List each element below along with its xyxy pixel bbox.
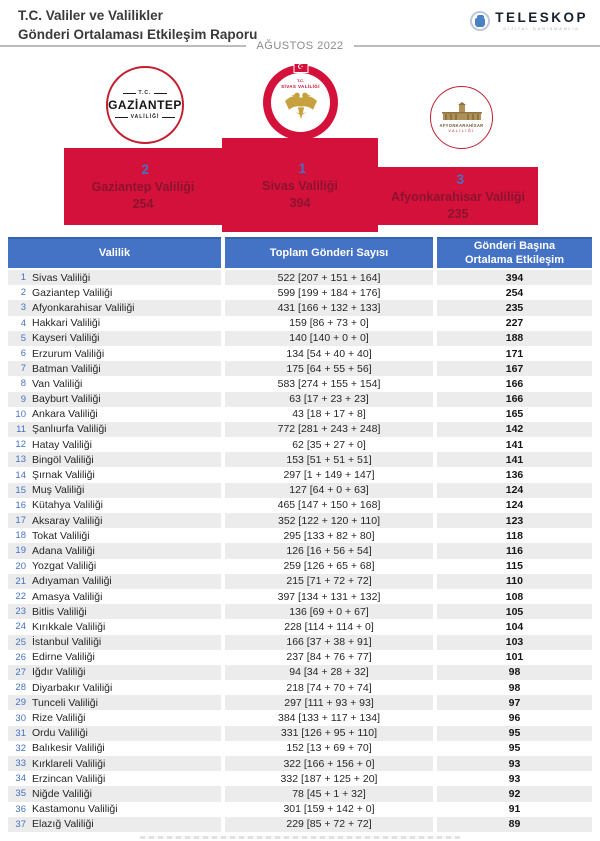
divider-line-left xyxy=(0,45,246,47)
row-ortalama-etkilesim: 101 xyxy=(437,650,592,665)
valilik-cell xyxy=(8,756,221,771)
valilik-cell xyxy=(8,498,221,513)
podium-second-place xyxy=(64,148,222,225)
row-valilik-name: Hakkari Valiliği xyxy=(32,317,101,330)
row-valilik-name: Gaziantep Valiliği xyxy=(32,286,113,299)
row-rank: 3 xyxy=(20,302,26,314)
row-rank: 17 xyxy=(15,515,26,527)
row-rank: 33 xyxy=(15,758,26,770)
afyon-seal-name: AFYONKARAHİSAR xyxy=(439,123,484,128)
row-rank: 25 xyxy=(15,636,26,648)
row-ortalama-etkilesim: 95 xyxy=(437,726,592,741)
podium-third-name: Afyonkarahisar Valiliği xyxy=(390,189,526,204)
row-ortalama-etkilesim: 98 xyxy=(437,665,592,680)
row-valilik-name: Balıkesir Valiliği xyxy=(32,742,105,755)
row-rank: 21 xyxy=(15,575,26,587)
table-row xyxy=(8,741,592,756)
ranking-table xyxy=(8,237,592,832)
row-rank: 15 xyxy=(15,484,26,496)
valilik-cell xyxy=(8,316,221,331)
row-rank: 12 xyxy=(15,439,26,451)
row-ortalama-etkilesim: 110 xyxy=(437,574,592,589)
valilik-cell xyxy=(8,528,221,543)
table-row xyxy=(8,574,592,589)
table-row xyxy=(8,300,592,315)
row-valilik-name: Hatay Valiliği xyxy=(32,438,92,451)
row-valilik-name: Kırıkkale Valiliği xyxy=(32,620,106,633)
row-ortalama-etkilesim: 108 xyxy=(437,589,592,604)
brand-name: TELESKOP xyxy=(495,10,588,25)
row-ortalama-etkilesim: 142 xyxy=(437,422,592,437)
row-valilik-name: Van Valiliği xyxy=(32,377,83,390)
row-valilik-name: Iğdır Valiliği xyxy=(32,666,86,679)
row-toplam-gonderi: 140 [140 + 0 + 0] xyxy=(225,331,433,346)
row-ortalama-etkilesim: 89 xyxy=(437,817,592,832)
row-rank: 35 xyxy=(15,788,26,800)
row-ortalama-etkilesim: 141 xyxy=(437,437,592,452)
row-rank: 20 xyxy=(15,560,26,572)
podium-second-rank: 2 xyxy=(141,162,149,177)
row-rank: 19 xyxy=(15,545,26,557)
row-valilik-name: Muş Valiliği xyxy=(32,484,85,497)
row-valilik-name: Amasya Valiliği xyxy=(32,590,103,603)
sivas-valiligi-seal-icon xyxy=(263,65,338,140)
valilik-cell xyxy=(8,361,221,376)
row-toplam-gonderi: 228 [114 + 114 + 0] xyxy=(225,619,433,634)
row-ortalama-etkilesim: 93 xyxy=(437,771,592,786)
row-ortalama-etkilesim: 141 xyxy=(437,452,592,467)
row-rank: 29 xyxy=(15,697,26,709)
table-row xyxy=(8,316,592,331)
row-ortalama-etkilesim: 105 xyxy=(437,604,592,619)
table-body xyxy=(8,270,592,832)
row-toplam-gonderi: 332 [187 + 125 + 20] xyxy=(225,771,433,786)
sivas-seal-name: SİVAS VALİLİĞİ xyxy=(281,84,320,89)
row-toplam-gonderi: 397 [134 + 131 + 132] xyxy=(225,589,433,604)
row-valilik-name: Adana Valiliği xyxy=(32,544,95,557)
valilik-cell xyxy=(8,376,221,391)
row-ortalama-etkilesim: 188 xyxy=(437,331,592,346)
teleskop-logo xyxy=(470,10,588,31)
row-ortalama-etkilesim: 235 xyxy=(437,300,592,315)
row-rank: 13 xyxy=(15,454,26,466)
row-rank: 37 xyxy=(15,818,26,830)
row-toplam-gonderi: 522 [207 + 151 + 164] xyxy=(225,270,433,285)
row-ortalama-etkilesim: 118 xyxy=(437,528,592,543)
podium-first-place xyxy=(222,138,378,232)
row-rank: 27 xyxy=(15,666,26,678)
table-row xyxy=(8,437,592,452)
valilik-cell xyxy=(8,559,221,574)
row-toplam-gonderi: 153 [51 + 51 + 51] xyxy=(225,452,433,467)
row-rank: 5 xyxy=(20,332,26,344)
table-row xyxy=(8,513,592,528)
row-rank: 22 xyxy=(15,591,26,603)
valilik-cell xyxy=(8,437,221,452)
row-rank: 10 xyxy=(15,408,26,420)
row-ortalama-etkilesim: 96 xyxy=(437,710,592,725)
table-row xyxy=(8,771,592,786)
valilik-cell xyxy=(8,680,221,695)
row-rank: 28 xyxy=(15,682,26,694)
row-rank: 7 xyxy=(20,363,26,375)
valilik-cell xyxy=(8,543,221,558)
valilik-cell xyxy=(8,422,221,437)
row-toplam-gonderi: 297 [1 + 149 + 147] xyxy=(225,467,433,482)
row-toplam-gonderi: 136 [69 + 0 + 67] xyxy=(225,604,433,619)
row-rank: 32 xyxy=(15,742,26,754)
row-ortalama-etkilesim: 167 xyxy=(437,361,592,376)
row-ortalama-etkilesim: 123 xyxy=(437,513,592,528)
row-toplam-gonderi: 465 [147 + 150 + 168] xyxy=(225,498,433,513)
row-toplam-gonderi: 431 [166 + 132 + 133] xyxy=(225,300,433,315)
row-valilik-name: Yozgat Valiliği xyxy=(32,560,97,573)
double-headed-eagle-icon xyxy=(281,89,321,121)
row-ortalama-etkilesim: 115 xyxy=(437,559,592,574)
sivas-seal-tc: T.C. xyxy=(296,78,305,83)
valilik-cell xyxy=(8,650,221,665)
column-header-toplam-gonderi: Toplam Gönderi Sayısı xyxy=(225,237,433,268)
column-header-valilik: Valilik xyxy=(8,237,221,268)
table-row xyxy=(8,528,592,543)
valilik-cell xyxy=(8,513,221,528)
row-ortalama-etkilesim: 97 xyxy=(437,695,592,710)
row-rank: 18 xyxy=(15,530,26,542)
podium-second-value: 254 xyxy=(132,197,154,211)
row-valilik-name: Edirne Valiliği xyxy=(32,651,95,664)
row-ortalama-etkilesim: 116 xyxy=(437,543,592,558)
table-row xyxy=(8,467,592,482)
table-row xyxy=(8,635,592,650)
row-valilik-name: Niğde Valiliği xyxy=(32,787,92,800)
table-row xyxy=(8,392,592,407)
row-valilik-name: Adıyaman Valiliği xyxy=(32,575,112,588)
row-valilik-name: Bitlis Valiliği xyxy=(32,605,87,618)
valilik-cell xyxy=(8,270,221,285)
table-row xyxy=(8,695,592,710)
row-ortalama-etkilesim: 227 xyxy=(437,316,592,331)
row-toplam-gonderi: 166 [37 + 38 + 91] xyxy=(225,635,433,650)
valilik-cell xyxy=(8,467,221,482)
podium-third-rank: 3 xyxy=(456,171,464,187)
podium-third-value: 235 xyxy=(447,206,469,221)
gaziantep-seal-tc: T.C. xyxy=(138,90,152,96)
row-ortalama-etkilesim: 103 xyxy=(437,635,592,650)
table-row xyxy=(8,786,592,801)
row-valilik-name: Bayburt Valiliği xyxy=(32,393,101,406)
row-rank: 31 xyxy=(15,727,26,739)
row-ortalama-etkilesim: 124 xyxy=(437,498,592,513)
row-ortalama-etkilesim: 136 xyxy=(437,467,592,482)
row-toplam-gonderi: 772 [281 + 243 + 248] xyxy=(225,422,433,437)
valilik-cell xyxy=(8,695,221,710)
valilik-cell xyxy=(8,710,221,725)
government-building-icon xyxy=(441,102,483,122)
row-toplam-gonderi: 384 [133 + 117 + 134] xyxy=(225,710,433,725)
row-valilik-name: Afyonkarahisar Valiliği xyxy=(32,301,135,314)
row-valilik-name: Erzurum Valiliği xyxy=(32,347,105,360)
row-toplam-gonderi: 62 [35 + 27 + 0] xyxy=(225,437,433,452)
row-valilik-name: Kütahya Valiliği xyxy=(32,499,104,512)
table-row xyxy=(8,710,592,725)
row-rank: 26 xyxy=(15,651,26,663)
table-row xyxy=(8,498,592,513)
table-row xyxy=(8,270,592,285)
row-ortalama-etkilesim: 394 xyxy=(437,270,592,285)
table-row xyxy=(8,604,592,619)
row-rank: 1 xyxy=(20,272,26,284)
row-toplam-gonderi: 78 [45 + 1 + 32] xyxy=(225,786,433,801)
row-valilik-name: İstanbul Valiliği xyxy=(32,636,102,649)
turkish-flag-icon: ☪ xyxy=(293,63,308,73)
row-rank: 14 xyxy=(15,469,26,481)
row-rank: 36 xyxy=(15,803,26,815)
row-toplam-gonderi: 63 [17 + 23 + 23] xyxy=(225,392,433,407)
divider-line-right xyxy=(354,45,600,47)
row-valilik-name: Sivas Valiliği xyxy=(32,271,91,284)
row-valilik-name: Diyarbakır Valiliği xyxy=(32,681,113,694)
telescope-logo-icon xyxy=(470,11,490,31)
row-rank: 23 xyxy=(15,606,26,618)
row-ortalama-etkilesim: 92 xyxy=(437,786,592,801)
row-ortalama-etkilesim: 95 xyxy=(437,741,592,756)
table-row xyxy=(8,483,592,498)
row-toplam-gonderi: 218 [74 + 70 + 74] xyxy=(225,680,433,695)
valilik-cell xyxy=(8,786,221,801)
row-valilik-name: Şırnak Valiliği xyxy=(32,469,95,482)
row-ortalama-etkilesim: 166 xyxy=(437,392,592,407)
table-row xyxy=(8,589,592,604)
row-valilik-name: Ankara Valiliği xyxy=(32,408,98,421)
row-valilik-name: Erzincan Valiliği xyxy=(32,772,106,785)
cut-off-footer-text xyxy=(140,836,460,839)
table-row xyxy=(8,376,592,391)
gaziantep-seal-name: GAZİANTEP xyxy=(108,98,182,112)
valilik-cell xyxy=(8,574,221,589)
valilik-cell xyxy=(8,665,221,680)
row-ortalama-etkilesim: 166 xyxy=(437,376,592,391)
row-valilik-name: Ordu Valiliği xyxy=(32,727,88,740)
afyon-seal-valiligi: VALİLİĞİ xyxy=(448,129,475,133)
valilik-cell xyxy=(8,452,221,467)
row-toplam-gonderi: 297 [111 + 93 + 93] xyxy=(225,695,433,710)
row-ortalama-etkilesim: 104 xyxy=(437,619,592,634)
row-ortalama-etkilesim: 171 xyxy=(437,346,592,361)
row-rank: 30 xyxy=(15,712,26,724)
row-toplam-gonderi: 301 [159 + 142 + 0] xyxy=(225,802,433,817)
row-rank: 8 xyxy=(20,378,26,390)
row-rank: 6 xyxy=(20,348,26,360)
valilik-cell xyxy=(8,619,221,634)
valilik-cell xyxy=(8,802,221,817)
row-toplam-gonderi: 322 [166 + 156 + 0] xyxy=(225,756,433,771)
table-row xyxy=(8,407,592,422)
row-valilik-name: Kırklareli Valiliği xyxy=(32,757,106,770)
valilik-cell xyxy=(8,726,221,741)
row-toplam-gonderi: 229 [85 + 72 + 72] xyxy=(225,817,433,832)
table-row xyxy=(8,726,592,741)
table-row xyxy=(8,802,592,817)
brand-tagline: DİJİTAL DANIŞMANLIK xyxy=(503,26,580,31)
valilik-cell xyxy=(8,604,221,619)
valilik-cell xyxy=(8,741,221,756)
valilik-cell xyxy=(8,392,221,407)
row-valilik-name: Rize Valiliği xyxy=(32,712,86,725)
row-ortalama-etkilesim: 254 xyxy=(437,285,592,300)
gaziantep-seal-valiligi: VALİLİĞİ xyxy=(130,114,160,120)
row-toplam-gonderi: 134 [54 + 40 + 40] xyxy=(225,346,433,361)
podium-first-value: 394 xyxy=(289,195,311,210)
gaziantep-valiligi-seal-icon xyxy=(106,66,184,144)
afyonkarahisar-valiligi-seal-icon xyxy=(430,86,493,149)
valilik-cell xyxy=(8,300,221,315)
valilik-cell xyxy=(8,407,221,422)
row-toplam-gonderi: 352 [122 + 120 + 110] xyxy=(225,513,433,528)
row-toplam-gonderi: 152 [13 + 69 + 70] xyxy=(225,741,433,756)
table-header-row xyxy=(8,237,592,268)
row-rank: 11 xyxy=(16,423,26,435)
row-valilik-name: Elazığ Valiliği xyxy=(32,818,94,831)
valilik-cell xyxy=(8,771,221,786)
table-row xyxy=(8,619,592,634)
row-ortalama-etkilesim: 124 xyxy=(437,483,592,498)
table-row xyxy=(8,285,592,300)
podium-third-place xyxy=(378,167,538,225)
row-toplam-gonderi: 215 [71 + 72 + 72] xyxy=(225,574,433,589)
row-valilik-name: Kayseri Valiliği xyxy=(32,332,100,345)
row-toplam-gonderi: 43 [18 + 17 + 8] xyxy=(225,407,433,422)
row-valilik-name: Bingöl Valiliği xyxy=(32,453,94,466)
table-row xyxy=(8,331,592,346)
table-row xyxy=(8,361,592,376)
table-row xyxy=(8,422,592,437)
table-row xyxy=(8,559,592,574)
valilik-cell xyxy=(8,817,221,832)
row-rank: 4 xyxy=(20,317,26,329)
podium-second-name: Gaziantep Valiliği xyxy=(91,180,195,194)
row-ortalama-etkilesim: 91 xyxy=(437,802,592,817)
valilik-cell xyxy=(8,331,221,346)
row-toplam-gonderi: 583 [274 + 155 + 154] xyxy=(225,376,433,391)
valilik-cell xyxy=(8,285,221,300)
table-row xyxy=(8,756,592,771)
table-row xyxy=(8,665,592,680)
row-rank: 16 xyxy=(15,499,26,511)
valilik-cell xyxy=(8,635,221,650)
podium-first-name: Sivas Valiliği xyxy=(262,178,338,193)
row-rank: 9 xyxy=(20,393,26,405)
table-row xyxy=(8,346,592,361)
row-toplam-gonderi: 127 [64 + 0 + 63] xyxy=(225,483,433,498)
table-row xyxy=(8,543,592,558)
row-toplam-gonderi: 237 [84 + 76 + 77] xyxy=(225,650,433,665)
row-toplam-gonderi: 331 [126 + 95 + 110] xyxy=(225,726,433,741)
report-period: AĞUSTOS 2022 xyxy=(256,40,344,52)
row-valilik-name: Tokat Valiliği xyxy=(32,529,90,542)
column-header-ortalama-etkilesim: Gönderi Başına Ortalama Etkileşim xyxy=(437,237,592,268)
row-ortalama-etkilesim: 93 xyxy=(437,756,592,771)
row-rank: 34 xyxy=(15,773,26,785)
row-toplam-gonderi: 175 [64 + 55 + 56] xyxy=(225,361,433,376)
row-toplam-gonderi: 599 [199 + 184 + 176] xyxy=(225,285,433,300)
report-title-line2: Gönderi Ortalaması Etkileşim Raporu xyxy=(18,26,258,42)
row-rank: 2 xyxy=(20,287,26,299)
row-ortalama-etkilesim: 165 xyxy=(437,407,592,422)
row-toplam-gonderi: 126 [16 + 56 + 54] xyxy=(225,543,433,558)
row-toplam-gonderi: 295 [133 + 82 + 80] xyxy=(225,528,433,543)
row-ortalama-etkilesim: 98 xyxy=(437,680,592,695)
report-title xyxy=(18,7,257,44)
valilik-cell xyxy=(8,483,221,498)
table-row xyxy=(8,817,592,832)
row-toplam-gonderi: 259 [126 + 65 + 68] xyxy=(225,559,433,574)
row-valilik-name: Batman Valiliği xyxy=(32,362,101,375)
table-row xyxy=(8,680,592,695)
valilik-cell xyxy=(8,346,221,361)
row-valilik-name: Tunceli Valiliği xyxy=(32,696,98,709)
podium-first-rank: 1 xyxy=(298,160,306,176)
row-toplam-gonderi: 94 [34 + 28 + 32] xyxy=(225,665,433,680)
row-toplam-gonderi: 159 [86 + 73 + 0] xyxy=(225,316,433,331)
row-valilik-name: Şanlıurfa Valiliği xyxy=(32,423,107,436)
row-valilik-name: Aksaray Valiliği xyxy=(32,514,103,527)
report-title-line1: T.C. Valiler ve Valilikler xyxy=(18,8,163,23)
table-row xyxy=(8,650,592,665)
table-row xyxy=(8,452,592,467)
row-valilik-name: Kastamonu Valiliği xyxy=(32,803,118,816)
valilik-cell xyxy=(8,589,221,604)
period-divider xyxy=(0,40,600,52)
row-rank: 24 xyxy=(15,621,26,633)
